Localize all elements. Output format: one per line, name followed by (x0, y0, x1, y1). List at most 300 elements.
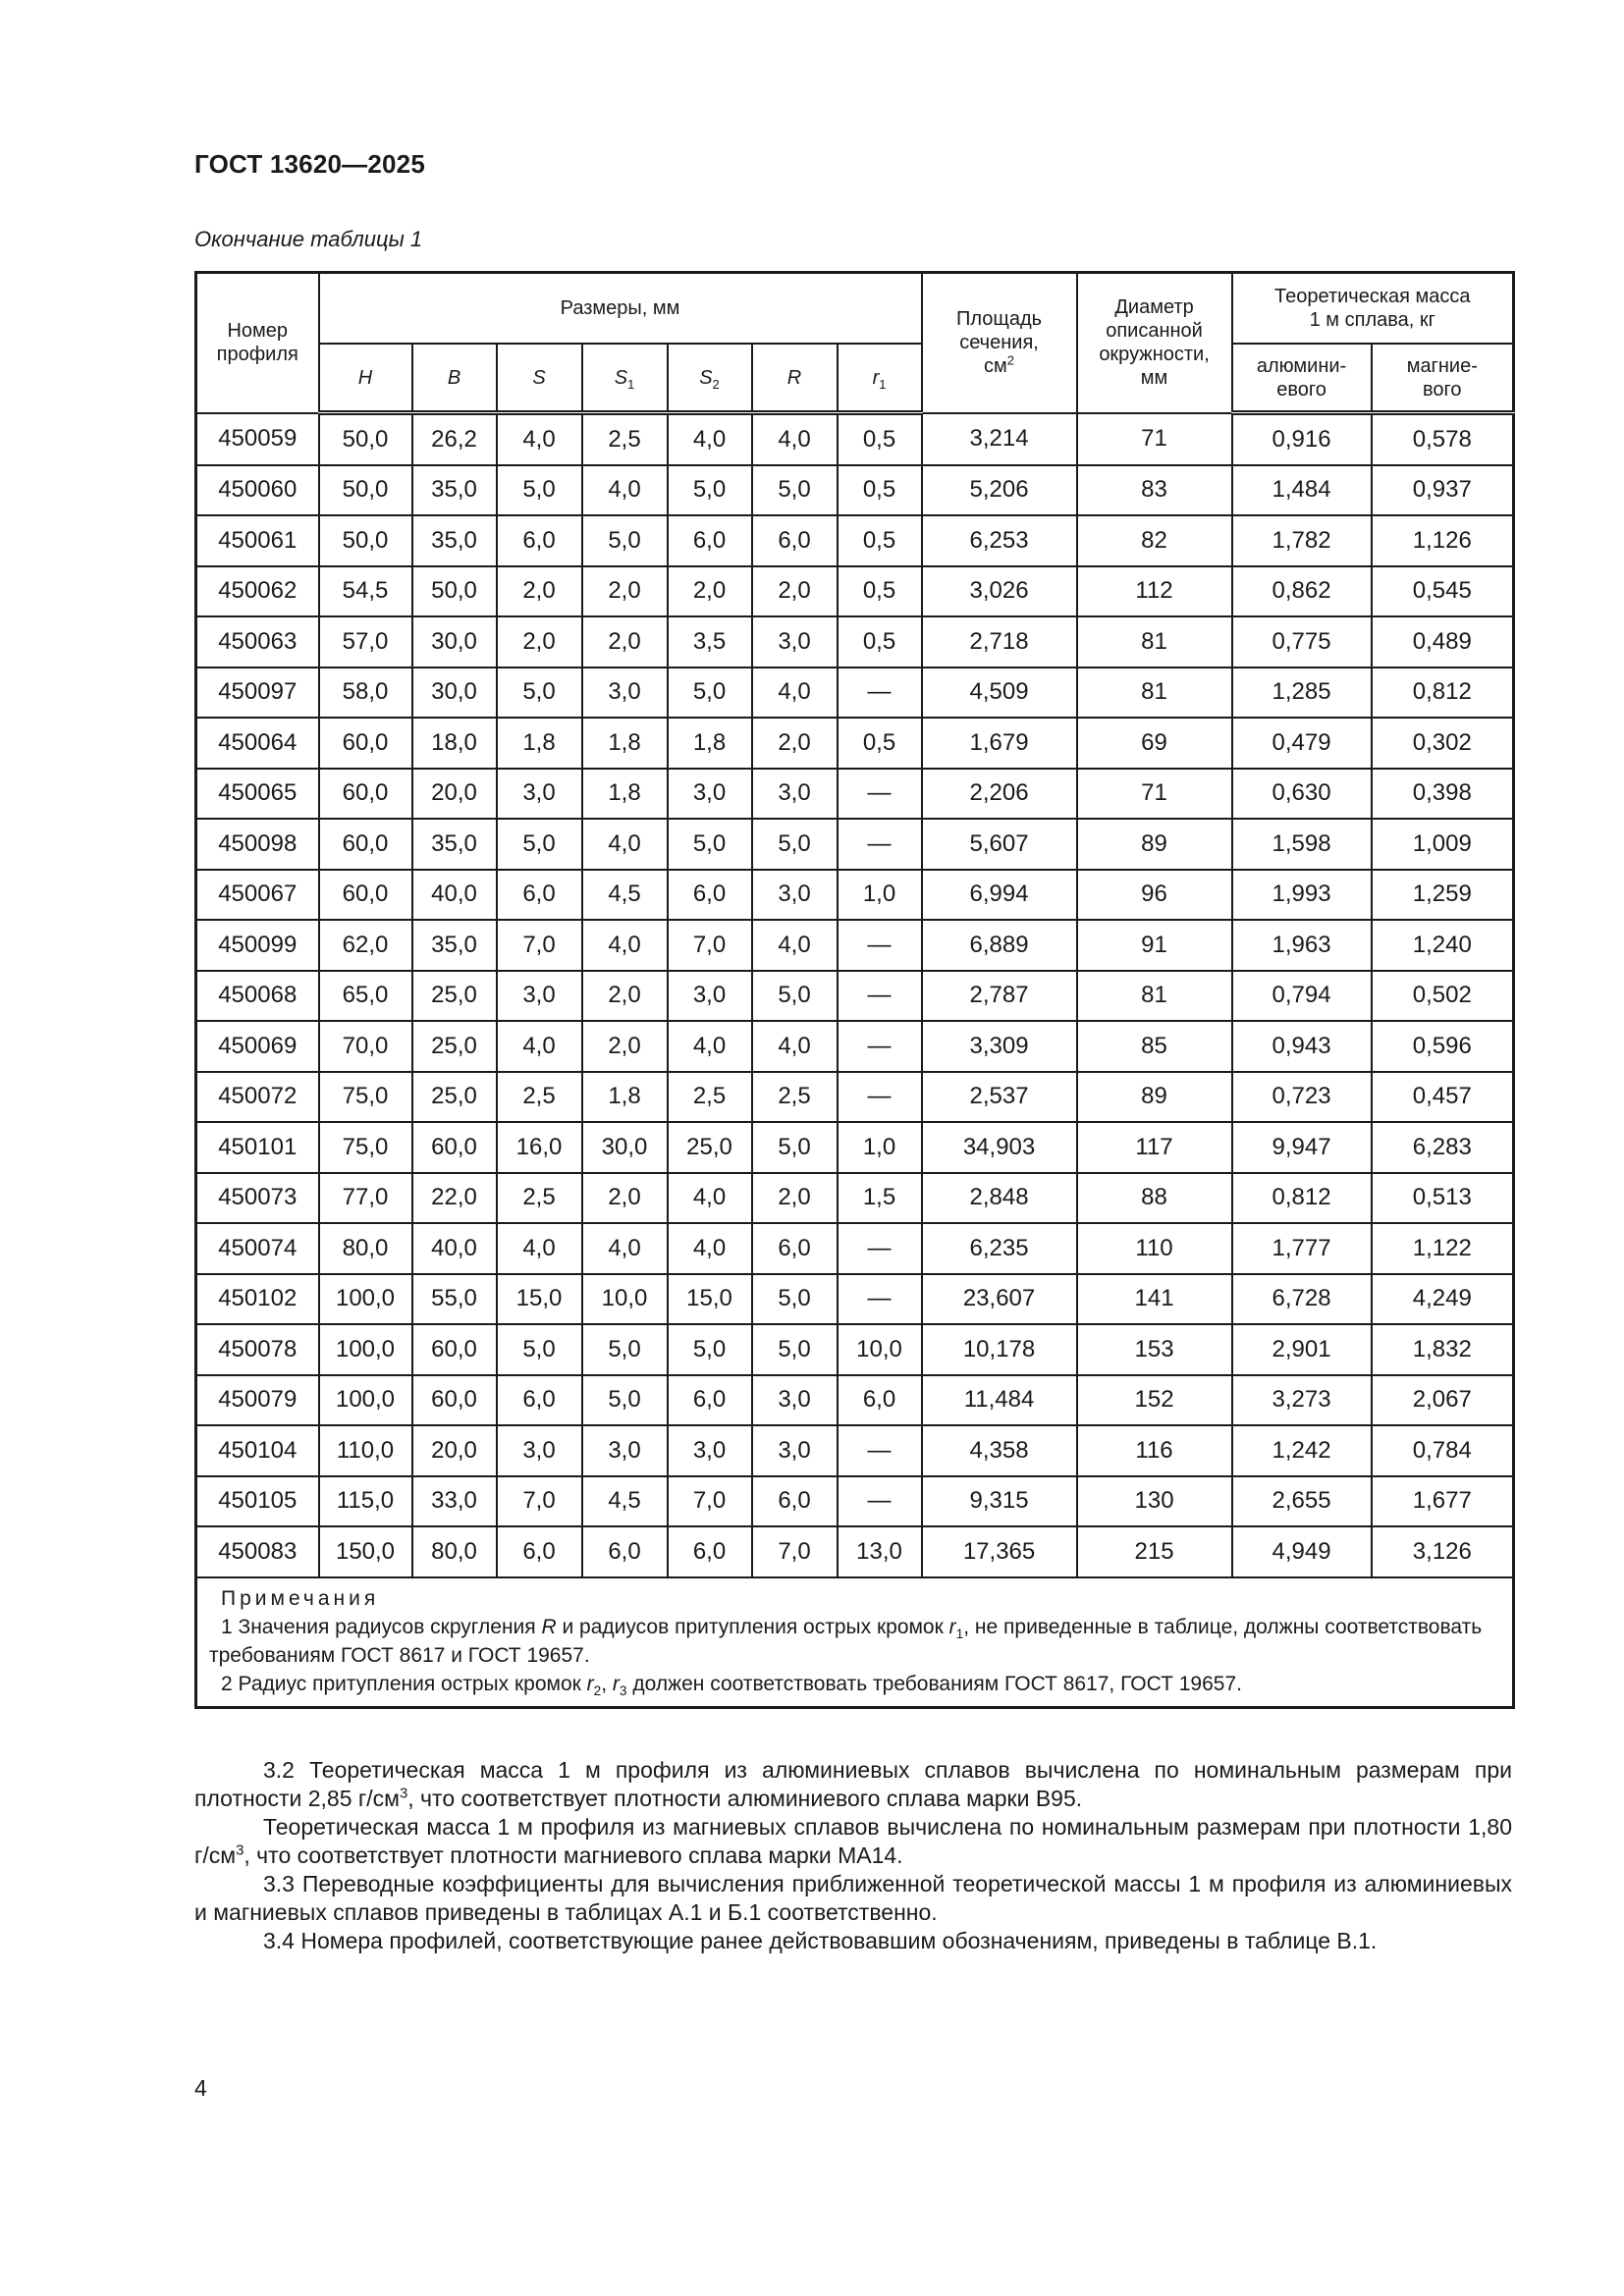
table-cell: 0,545 (1372, 566, 1514, 617)
table-cell: 20,0 (412, 769, 497, 820)
table-cell: 17,365 (922, 1526, 1077, 1577)
table-cell: 3,309 (922, 1021, 1077, 1072)
table-cell: 30,0 (412, 667, 497, 719)
table-cell: 0,457 (1372, 1072, 1514, 1123)
table-cell: 4,0 (752, 413, 838, 465)
table-cell: 450079 (196, 1375, 319, 1426)
table-row (196, 1173, 1514, 1224)
table-cell: 130 (1077, 1476, 1232, 1527)
table-cell: 1,484 (1232, 465, 1372, 516)
header-mass-aluminium: алюмини- евого (1232, 344, 1372, 413)
table-cell: — (838, 1476, 922, 1527)
table-cell: 450069 (196, 1021, 319, 1072)
table-cell: 2,655 (1232, 1476, 1372, 1527)
table-cell: 40,0 (412, 1223, 497, 1274)
table-row (196, 1223, 1514, 1274)
table-cell: 60,0 (319, 870, 412, 921)
table-cell: 5,0 (752, 819, 838, 870)
table-cell: 6,0 (752, 1476, 838, 1527)
table-cell: 25,0 (412, 1072, 497, 1123)
table-cell: 20,0 (412, 1425, 497, 1476)
table-cell: 4,0 (582, 1223, 668, 1274)
table-cell: 0,630 (1232, 769, 1372, 820)
table-cell: 7,0 (668, 920, 752, 971)
table-cell: 80,0 (412, 1526, 497, 1577)
table-cell: 0,775 (1232, 616, 1372, 667)
table-cell: 60,0 (412, 1375, 497, 1426)
table-cell: 0,5 (838, 413, 922, 465)
table-cell: 5,0 (497, 667, 582, 719)
table-cell: 9,315 (922, 1476, 1077, 1527)
table-cell: 1,832 (1372, 1324, 1514, 1375)
header-B: B (412, 344, 497, 413)
table-cell: — (838, 920, 922, 971)
table-cell: — (838, 1072, 922, 1123)
table-cell: 450061 (196, 515, 319, 566)
table-body (196, 413, 1514, 1577)
table-cell: 81 (1077, 667, 1232, 719)
table-cell: 60,0 (319, 819, 412, 870)
table-caption: Окончание таблицы 1 (194, 227, 423, 251)
table-cell: 5,0 (497, 465, 582, 516)
table-cell: 71 (1077, 413, 1232, 465)
table-cell: 450065 (196, 769, 319, 820)
table-cell: 22,0 (412, 1173, 497, 1224)
table-cell: 0,937 (1372, 465, 1514, 516)
table-cell: 54,5 (319, 566, 412, 617)
table-cell: 4,358 (922, 1425, 1077, 1476)
table-cell: 1,8 (497, 718, 582, 769)
table-row (196, 971, 1514, 1022)
table-cell: 152 (1077, 1375, 1232, 1426)
table-row (196, 1274, 1514, 1325)
table-cell: 1,009 (1372, 819, 1514, 870)
table-cell: — (838, 1274, 922, 1325)
table-cell: 25,0 (668, 1122, 752, 1173)
header-dimensions: Размеры, мм (319, 273, 922, 345)
table-cell: 60,0 (412, 1324, 497, 1375)
table-cell: 65,0 (319, 971, 412, 1022)
document-title: ГОСТ 13620—2025 (194, 149, 425, 179)
table-cell: 89 (1077, 819, 1232, 870)
table-cell: — (838, 769, 922, 820)
table-cell: — (838, 667, 922, 719)
header-R: R (752, 344, 838, 413)
table-row (196, 1375, 1514, 1426)
table-row (196, 1476, 1514, 1527)
table-cell: 5,0 (582, 1375, 668, 1426)
paragraph-3-2-magnesium: Теоретическая масса 1 м профиля из магниевых сплавов вычислена по номинальным размерам при плотности 1,80 $г/см^3$, что соответствует плотности магниевого сплава марки МА14. (194, 1814, 1512, 1868)
table-cell: 6,235 (922, 1223, 1077, 1274)
table-cell: 6,0 (497, 1375, 582, 1426)
table-cell: 4,0 (668, 1173, 752, 1224)
table-cell: 215 (1077, 1526, 1232, 1577)
table-cell: 2,0 (582, 1021, 668, 1072)
table-cell: 0,479 (1232, 718, 1372, 769)
table-cell: 6,994 (922, 870, 1077, 921)
table-cell: 2,0 (582, 1173, 668, 1224)
table-cell: 6,889 (922, 920, 1077, 971)
table-cell: 3,0 (497, 769, 582, 820)
header-S2: $S_2$ (668, 344, 752, 413)
table-cell: 50,0 (319, 515, 412, 566)
table-cell: 0,596 (1372, 1021, 1514, 1072)
table-cell: 60,0 (319, 769, 412, 820)
table-cell: 5,0 (582, 1324, 668, 1375)
table-cell: 5,0 (752, 465, 838, 516)
table-cell: 5,206 (922, 465, 1077, 516)
table-cell: 6,728 (1232, 1274, 1372, 1325)
table-cell: 450102 (196, 1274, 319, 1325)
table-cell: 88 (1077, 1173, 1232, 1224)
table-cell: 10,178 (922, 1324, 1077, 1375)
table-cell: 3,0 (497, 971, 582, 1022)
paragraph-3-3: 3.3 Переводные коэффициенты для вычисления приближенной теоретической массы 1 м профиля из алюминиевых и магниевых сплавов приведены в таблицах А.1 и Б.1 соответственно. (194, 1871, 1512, 1925)
table-cell: 1,240 (1372, 920, 1514, 971)
table-cell: 1,0 (838, 1122, 922, 1173)
table-cell: 2,901 (1232, 1324, 1372, 1375)
table-cell: 25,0 (412, 971, 497, 1022)
table-cell: 0,5 (838, 465, 922, 516)
table-cell: 4,5 (582, 1476, 668, 1527)
table-cell: 83 (1077, 465, 1232, 516)
table-cell: 96 (1077, 870, 1232, 921)
table-cell: 0,5 (838, 515, 922, 566)
table-cell: 1,8 (582, 769, 668, 820)
table-cell: 141 (1077, 1274, 1232, 1325)
table-cell: — (838, 819, 922, 870)
table-cell: 82 (1077, 515, 1232, 566)
table-cell: 6,0 (497, 515, 582, 566)
table-cell: 116 (1077, 1425, 1232, 1476)
table-cell: 1,679 (922, 718, 1077, 769)
table-cell: 9,947 (1232, 1122, 1372, 1173)
header-mass-magnesium: магние- вого (1372, 344, 1514, 413)
table-cell: 450060 (196, 465, 319, 516)
table-cell: — (838, 1021, 922, 1072)
table-cell: 1,242 (1232, 1425, 1372, 1476)
table-cell: 1,677 (1372, 1476, 1514, 1527)
table-cell: 6,253 (922, 515, 1077, 566)
table-cell: 4,0 (668, 1223, 752, 1274)
table-cell: 16,0 (497, 1122, 582, 1173)
table-cell: 35,0 (412, 920, 497, 971)
table-cell: 6,0 (668, 870, 752, 921)
table-cell: 58,0 (319, 667, 412, 719)
table-cell: 3,214 (922, 413, 1077, 465)
table-cell: 0,812 (1232, 1173, 1372, 1224)
table-row (196, 1324, 1514, 1375)
table-row (196, 413, 1514, 465)
table-cell: 25,0 (412, 1021, 497, 1072)
table-cell: 450097 (196, 667, 319, 719)
table-cell: 6,0 (668, 515, 752, 566)
table-cell: 91 (1077, 920, 1232, 971)
table-cell: 5,0 (668, 667, 752, 719)
table-cell: 150,0 (319, 1526, 412, 1577)
table-cell: 5,0 (582, 515, 668, 566)
table-cell: 0,302 (1372, 718, 1514, 769)
table-cell: 10,0 (838, 1324, 922, 1375)
table-cell: 450078 (196, 1324, 319, 1375)
table-cell: 0,5 (838, 718, 922, 769)
table-cell: 450104 (196, 1425, 319, 1476)
table-cell: 4,0 (582, 819, 668, 870)
table-cell: 4,0 (668, 1021, 752, 1072)
table-cell: 3,5 (668, 616, 752, 667)
header-profile-number: Номер профиля (196, 273, 319, 413)
table-cell: 4,0 (668, 413, 752, 465)
table-notes (196, 1577, 1514, 1708)
table-cell: 85 (1077, 1021, 1232, 1072)
table-cell: 5,0 (668, 819, 752, 870)
table-cell: 55,0 (412, 1274, 497, 1325)
table-cell: 35,0 (412, 465, 497, 516)
table-cell: 4,0 (752, 667, 838, 719)
table-cell: 4,949 (1232, 1526, 1372, 1577)
table-cell: 3,0 (752, 1425, 838, 1476)
table-cell: 4,249 (1372, 1274, 1514, 1325)
table-cell: 50,0 (412, 566, 497, 617)
table-cell: 81 (1077, 971, 1232, 1022)
table-cell: 7,0 (497, 1476, 582, 1527)
table-cell: 2,206 (922, 769, 1077, 820)
table-cell: 4,0 (497, 1223, 582, 1274)
table-cell: 5,0 (668, 465, 752, 516)
table-cell: 115,0 (319, 1476, 412, 1527)
header-H: H (319, 344, 412, 413)
table-cell: 1,126 (1372, 515, 1514, 566)
table-cell: 450105 (196, 1476, 319, 1527)
table-cell: 0,784 (1372, 1425, 1514, 1476)
table-cell: 0,5 (838, 566, 922, 617)
table-cell: 35,0 (412, 819, 497, 870)
table-cell: 6,0 (838, 1375, 922, 1426)
note-1: 1 Значения радиусов скругления R и радиусов притупления острых кромок $r_1$, не приведенные в таблице, должны соответствовать требованиям ГОСТ 8617 и ГОСТ 19657. (209, 1615, 1483, 1667)
table-cell: 1,122 (1372, 1223, 1514, 1274)
table-cell: 0,513 (1372, 1173, 1514, 1224)
table-cell: 4,0 (582, 465, 668, 516)
table-cell: 0,5 (838, 616, 922, 667)
table-row (196, 920, 1514, 971)
table-cell: 2,537 (922, 1072, 1077, 1123)
table-row (196, 819, 1514, 870)
table-cell: 6,0 (752, 515, 838, 566)
table-cell: 70,0 (319, 1021, 412, 1072)
table-cell: 18,0 (412, 718, 497, 769)
table-cell: 450068 (196, 971, 319, 1022)
table-cell: 7,0 (668, 1476, 752, 1527)
table-cell: 60,0 (319, 718, 412, 769)
table-cell: 35,0 (412, 515, 497, 566)
table-cell: 4,509 (922, 667, 1077, 719)
table-cell: 77,0 (319, 1173, 412, 1224)
body-text (194, 1756, 1512, 1955)
table-cell: 1,777 (1232, 1223, 1372, 1274)
table-cell: 100,0 (319, 1274, 412, 1325)
table-row (196, 1425, 1514, 1476)
table-cell: 6,0 (497, 1526, 582, 1577)
table-cell: 450074 (196, 1223, 319, 1274)
table-cell: 450083 (196, 1526, 319, 1577)
table-cell: 15,0 (668, 1274, 752, 1325)
table-cell: 5,0 (752, 1122, 838, 1173)
table-cell: 26,2 (412, 413, 497, 465)
table-cell: 23,607 (922, 1274, 1077, 1325)
table-cell: 5,0 (752, 1324, 838, 1375)
table-cell: 2,067 (1372, 1375, 1514, 1426)
table-cell: 2,0 (582, 566, 668, 617)
table-cell: 2,0 (752, 1173, 838, 1224)
table-cell: 5,0 (668, 1324, 752, 1375)
table-cell: 2,0 (497, 616, 582, 667)
table-cell: 50,0 (319, 413, 412, 465)
table-row (196, 1526, 1514, 1577)
table-cell: — (838, 1425, 922, 1476)
page-number: 4 (194, 2075, 207, 2101)
table-cell: 0,398 (1372, 769, 1514, 820)
table-cell: 6,0 (497, 870, 582, 921)
table-cell: 0,916 (1232, 413, 1372, 465)
table-cell: 10,0 (582, 1274, 668, 1325)
table-cell: 110,0 (319, 1425, 412, 1476)
table-cell: 5,607 (922, 819, 1077, 870)
table-cell: 2,0 (752, 566, 838, 617)
notes-heading: Примечания (221, 1586, 380, 1610)
table-cell: 1,259 (1372, 870, 1514, 921)
table-cell: 450098 (196, 819, 319, 870)
table-cell: 153 (1077, 1324, 1232, 1375)
table-cell: 5,0 (752, 1274, 838, 1325)
table-row (196, 566, 1514, 617)
note-2: 2 Радиус притупления острых кромок $r_2$, $r_3$ должен соответствовать требованиям ГОСТ 8617, ГОСТ 19657. (221, 1672, 1242, 1698)
table-cell: 450064 (196, 718, 319, 769)
table-cell: 450067 (196, 870, 319, 921)
table-cell: 1,5 (838, 1173, 922, 1224)
table-row (196, 616, 1514, 667)
table-cell: 3,0 (752, 769, 838, 820)
table-row (196, 870, 1514, 921)
table-cell: 75,0 (319, 1072, 412, 1123)
table-cell: 2,0 (668, 566, 752, 617)
table-cell: 0,862 (1232, 566, 1372, 617)
table-cell: 4,0 (752, 920, 838, 971)
table-cell: 3,0 (497, 1425, 582, 1476)
table-cell: 7,0 (497, 920, 582, 971)
table-cell: 3,273 (1232, 1375, 1372, 1426)
table-cell: 1,8 (582, 1072, 668, 1123)
table-cell: 5,0 (497, 1324, 582, 1375)
table-cell: 4,0 (752, 1021, 838, 1072)
table-cell: 2,5 (497, 1173, 582, 1224)
table-cell: 11,484 (922, 1375, 1077, 1426)
table-cell: 1,285 (1232, 667, 1372, 719)
table-cell: 0,578 (1372, 413, 1514, 465)
table-cell: 2,0 (582, 616, 668, 667)
paragraph-3-4: 3.4 Номера профилей, соответствующие ранее действовавшим обозначениям, приведены в таблице В.1. (263, 1928, 1378, 1953)
table-cell: 71 (1077, 769, 1232, 820)
table-cell: 100,0 (319, 1324, 412, 1375)
table-cell: 450099 (196, 920, 319, 971)
table-cell: 4,5 (582, 870, 668, 921)
table-cell: 0,812 (1372, 667, 1514, 719)
table-cell: 117 (1077, 1122, 1232, 1173)
table-cell: 3,0 (582, 667, 668, 719)
table-cell: 3,0 (582, 1425, 668, 1476)
table-cell: 34,903 (922, 1122, 1077, 1173)
table-cell: 0,489 (1372, 616, 1514, 667)
table-cell: 5,0 (752, 971, 838, 1022)
table-cell: 2,0 (497, 566, 582, 617)
table-cell: 33,0 (412, 1476, 497, 1527)
table-cell: 60,0 (412, 1122, 497, 1173)
table-cell: 0,794 (1232, 971, 1372, 1022)
table-row (196, 769, 1514, 820)
table-cell: 1,993 (1232, 870, 1372, 921)
table-cell: 112 (1077, 566, 1232, 617)
table-row (196, 465, 1514, 516)
table-cell: 40,0 (412, 870, 497, 921)
table-cell: 0,943 (1232, 1021, 1372, 1072)
table-cell: — (838, 971, 922, 1022)
table-row (196, 1122, 1514, 1173)
table-cell: 1,8 (668, 718, 752, 769)
table-cell: 1,782 (1232, 515, 1372, 566)
table-row (196, 1021, 1514, 1072)
table-cell: 0,502 (1372, 971, 1514, 1022)
paragraph-3-2: 3.2 Теоретическая масса 1 м профиля из алюминиевых сплавов вычислена по номинальным размерам при плотности 2,85 $г/см^3$, что соответствует плотности алюминиевого сплава марки В95. (194, 1757, 1512, 1811)
header-area: Площадь сечения, $см^2$ (922, 273, 1077, 413)
table-cell: 3,0 (752, 1375, 838, 1426)
profiles-table (194, 271, 1515, 1709)
table-row (196, 515, 1514, 566)
table-cell: 75,0 (319, 1122, 412, 1173)
table-cell: 3,0 (668, 1425, 752, 1476)
table-cell: 6,0 (668, 1375, 752, 1426)
table-cell: 2,5 (668, 1072, 752, 1123)
table-cell: 3,0 (752, 616, 838, 667)
table-cell: 5,0 (497, 819, 582, 870)
table-cell: 2,787 (922, 971, 1077, 1022)
table-cell: 0,723 (1232, 1072, 1372, 1123)
table-cell: 7,0 (752, 1526, 838, 1577)
table-cell: 89 (1077, 1072, 1232, 1123)
table-cell: 3,026 (922, 566, 1077, 617)
table-cell: 15,0 (497, 1274, 582, 1325)
table-cell: 2,848 (922, 1173, 1077, 1224)
table-cell: 1,8 (582, 718, 668, 769)
table-cell: 450062 (196, 566, 319, 617)
table-cell: 1,598 (1232, 819, 1372, 870)
header-S: S (497, 344, 582, 413)
table-cell: 57,0 (319, 616, 412, 667)
table-cell: 6,283 (1372, 1122, 1514, 1173)
table-cell: 2,5 (582, 413, 668, 465)
table-cell: 4,0 (497, 1021, 582, 1072)
table-cell: 110 (1077, 1223, 1232, 1274)
table-cell: 6,0 (668, 1526, 752, 1577)
table-cell: 81 (1077, 616, 1232, 667)
table-cell: 2,0 (752, 718, 838, 769)
table-cell: 3,0 (752, 870, 838, 921)
table-cell: 450063 (196, 616, 319, 667)
table-cell: 2,5 (752, 1072, 838, 1123)
table-cell: 13,0 (838, 1526, 922, 1577)
table-cell: 450073 (196, 1173, 319, 1224)
table-cell: 30,0 (412, 616, 497, 667)
table-cell: 3,0 (668, 971, 752, 1022)
table-cell: 1,0 (838, 870, 922, 921)
